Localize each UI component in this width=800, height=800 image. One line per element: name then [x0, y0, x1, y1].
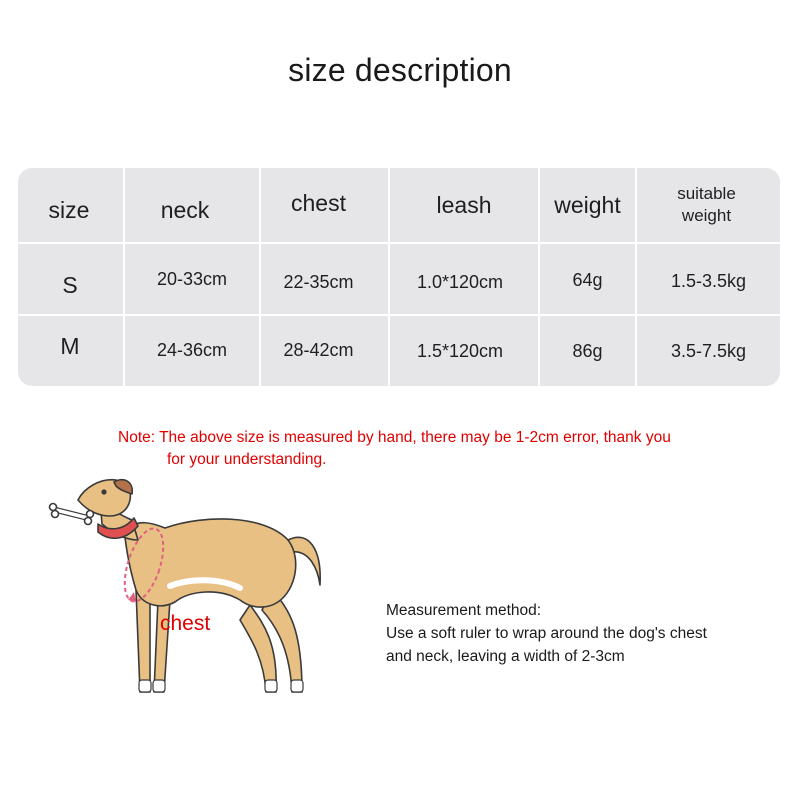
cell-leash: 1.5*120cm — [416, 340, 504, 361]
measurement-method — [386, 599, 786, 668]
note-line-1: Note: The above size is measured by hand, there may be 1-2cm error, thank you — [118, 429, 671, 446]
dog-icon — [40, 470, 340, 700]
cell-suitable-weight: 3.5-7.5kg — [670, 340, 747, 361]
header-weight: weight — [554, 191, 621, 218]
cell-size: S — [62, 271, 78, 298]
header-size: size — [48, 196, 90, 223]
cell-weight: 64g — [572, 269, 603, 290]
cell-leash: 1.0*120cm — [416, 271, 504, 292]
header-chest: chest — [291, 189, 346, 216]
table-row — [18, 316, 780, 386]
header-leash: leash — [436, 191, 492, 218]
method-heading: Measurement method: — [386, 602, 542, 619]
size-table — [18, 168, 780, 386]
table-header-row — [18, 168, 780, 242]
cell-neck: 20-33cm — [156, 268, 228, 289]
header-neck: neck — [160, 196, 210, 223]
table-row — [18, 244, 780, 314]
measurement-note — [118, 427, 758, 471]
cell-weight: 86g — [572, 340, 603, 361]
cell-chest: 22-35cm — [283, 271, 354, 292]
method-line-2: and neck, leaving a width of 2-3cm — [386, 648, 625, 665]
cell-size: M — [60, 332, 80, 359]
cell-suitable-weight: 1.5-3.5kg — [670, 270, 747, 291]
cell-neck: 24-36cm — [156, 339, 228, 360]
note-line-2: for your understanding. — [167, 451, 327, 468]
page-title: size description — [288, 52, 512, 88]
cell-chest: 28-42cm — [283, 339, 354, 360]
header-suitable-weight: suitable weight — [677, 184, 736, 225]
method-line-1: Use a soft ruler to wrap around the dog's chest — [386, 625, 707, 642]
chest-label: chest — [160, 612, 211, 635]
